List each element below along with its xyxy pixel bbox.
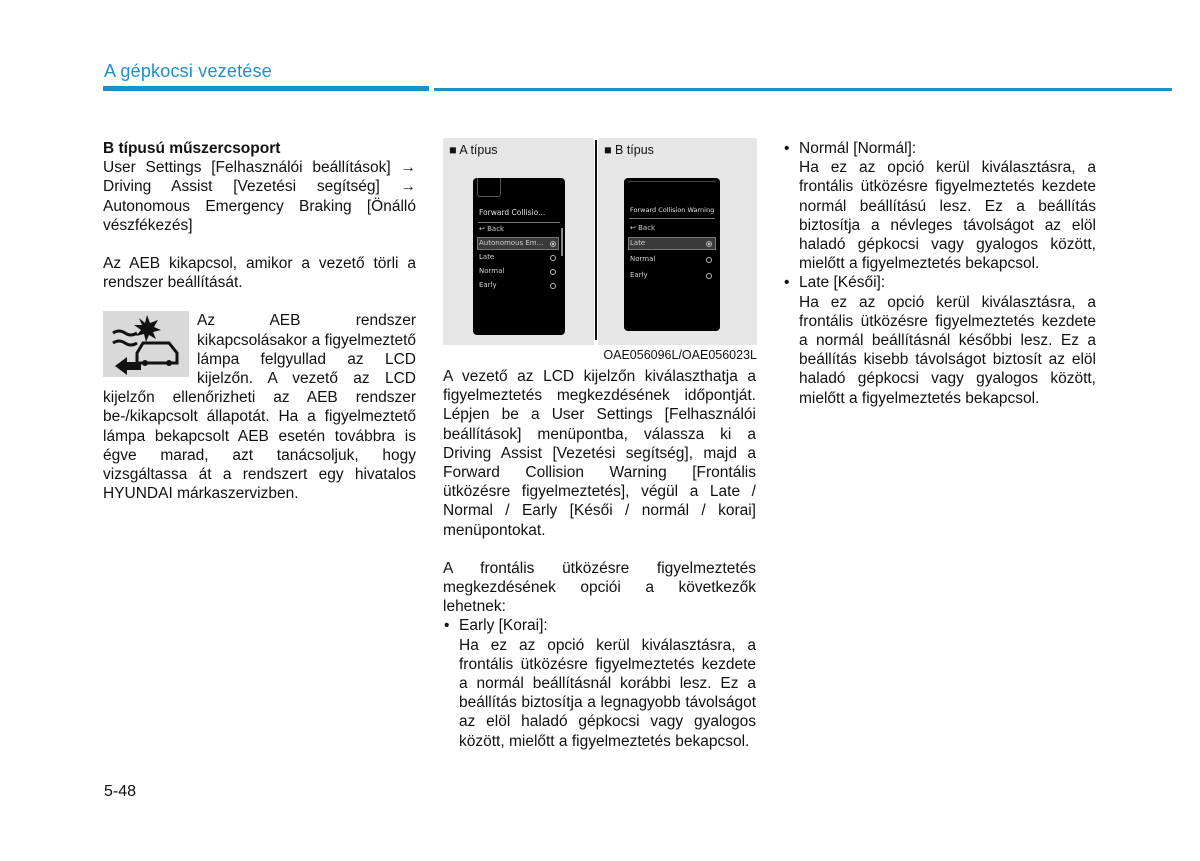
- timing-paragraph: A vezető az LCD kijelzőn kiválaszthatja a figyelmeztetés megkezdésének időpontját. Lépjen be a User Settings [Felhasználói beállítások] menüpontba, válassza ki a Driving Assist [Vezetési segítség], majd a Forward Collision Warning [Frontális ütközésre figyelmeztetés], végül a Late / Normal / Early [Késői / normál / korai] menüpontokat.: [443, 368, 756, 539]
- screen-item-early: Early: [479, 281, 497, 289]
- early-description: Ha ez az opció kerül kiválasztásra, a frontális ütközésre figyelmeztetés kezdete a normál beállításnál korábbi lesz. Ez a beállítás biztosítja a legnagyobb távolságot az elöl haladó gépkocsi vagy gyalogos között, mielőtt a figyelmeztetés bekapcsol.: [459, 636, 756, 750]
- options-intro: A frontális ütközésre figyelmeztetés megkezdésének opciói a következők lehetnek:: [443, 559, 756, 616]
- screen-title: Forward Collision Warning: [630, 206, 715, 214]
- figure-code: OAE056096L/OAE056023L: [603, 348, 757, 362]
- chapter-title: A gépkocsi vezetése: [104, 61, 272, 81]
- screen-separator: [478, 222, 560, 223]
- screen-item-back: ↩ Back: [479, 225, 505, 233]
- list-item-normal: [783, 139, 1096, 158]
- radio-selected-icon: [706, 241, 712, 247]
- page-number: 5-48: [104, 783, 137, 800]
- column-3: [783, 139, 1096, 408]
- lcd-screen-b: [624, 178, 720, 331]
- panel-divider: [595, 140, 597, 340]
- back-icon: ↩: [630, 224, 636, 232]
- bullet-icon: •: [784, 140, 790, 157]
- bullet-label: Late [Késői]:: [799, 274, 886, 292]
- radio-icon: [550, 255, 556, 261]
- screen-item-early: Early: [630, 271, 648, 279]
- screen-item-normal: Normal: [630, 255, 656, 263]
- bullet-label: Normál [Normál]:: [799, 140, 917, 157]
- bullet-label: Early [Korai]:: [459, 617, 548, 635]
- list-item-late: [783, 273, 1096, 292]
- column-2: [443, 367, 756, 751]
- radio-icon: [706, 257, 712, 263]
- screen-item-late: Late: [479, 253, 495, 261]
- scrollbar: [561, 228, 563, 256]
- screen-item-back: ↩ Back: [630, 224, 656, 232]
- header-rule-thin: [434, 88, 1172, 91]
- bullet-icon: •: [444, 617, 450, 635]
- panel-type-a: [443, 138, 594, 345]
- late-description: Ha ez az opció kerül kiválasztásra, a frontális ütközésre figyelmeztetés kezdete a normál beállításnál későbbi lesz. Ez a beállítás kisebb távolságot biztosít az elöl haladó gépkocsi vagy gyalogos között, mielőtt a figyelmeztetés bekapcsol.: [799, 293, 1096, 407]
- normal-description: Ha ez az opció kerül kiválasztásra, a frontális ütközésre figyelmeztetés kezdete normál beállítású lesz. Ez a beállítás biztosítja a névleges távolságot az elöl haladó gépkocsi vagy gyalogos között, mielőtt a figyelmeztetés bekapcsol.: [799, 159, 1096, 273]
- aeb-collision-warning-icon: [103, 311, 189, 377]
- menu-path: User Settings [Felhasználói beállítások] → Driving Assist [Vezetési segítség] → Autonomous Emergency Braking [Önálló vészfékezés]: [103, 159, 416, 234]
- lcd-figure: [443, 138, 757, 366]
- header-rule-thick: [103, 86, 429, 91]
- radio-icon: [550, 269, 556, 275]
- column-1: [103, 139, 416, 503]
- screen-item-late: Late: [630, 239, 646, 247]
- label-type-b: ■ B típus: [604, 143, 654, 157]
- screen-title: Forward Collisio...: [479, 208, 546, 217]
- aeb-off-paragraph: Az AEB kikapcsol, amikor a vezető törli a rendszer beállítását.: [103, 255, 416, 292]
- warning-block: [103, 311, 416, 503]
- screen-tab: [628, 178, 716, 182]
- screen-item-autonomous: Autonomous Em...: [479, 239, 544, 247]
- radio-icon: [550, 283, 556, 289]
- radio-icon: [706, 273, 712, 279]
- screen-separator: [629, 218, 715, 219]
- radio-selected-icon: [550, 241, 556, 247]
- back-icon: ↩: [479, 225, 485, 233]
- screen-item-normal: Normal: [479, 267, 505, 275]
- screen-tab: [477, 178, 501, 197]
- bullet-icon: •: [784, 274, 790, 292]
- lcd-screen-a: [473, 178, 565, 335]
- label-type-a: ■ A típus: [449, 143, 498, 157]
- list-item-early: [443, 616, 756, 635]
- section-heading: B típusú műszercsoport: [103, 140, 281, 157]
- panel-type-b: [598, 138, 757, 345]
- warning-text: Az AEB rendszer kikapcsolásakor a figyelmeztető lámpa felgyullad az LCD kijelzőn. A vezető az LCD kijelzőn ellenőrizheti az AEB rendszer be-/kikapcsolt állapotát. Ha a figyelmeztető lámpa bekapcsolt AEB esetén továbbra is égve marad, azt tanácsoljuk, hogy vizsgáltassa át a rendszert egy hivatalos HYUNDAI márkaszervizben.: [103, 312, 416, 503]
